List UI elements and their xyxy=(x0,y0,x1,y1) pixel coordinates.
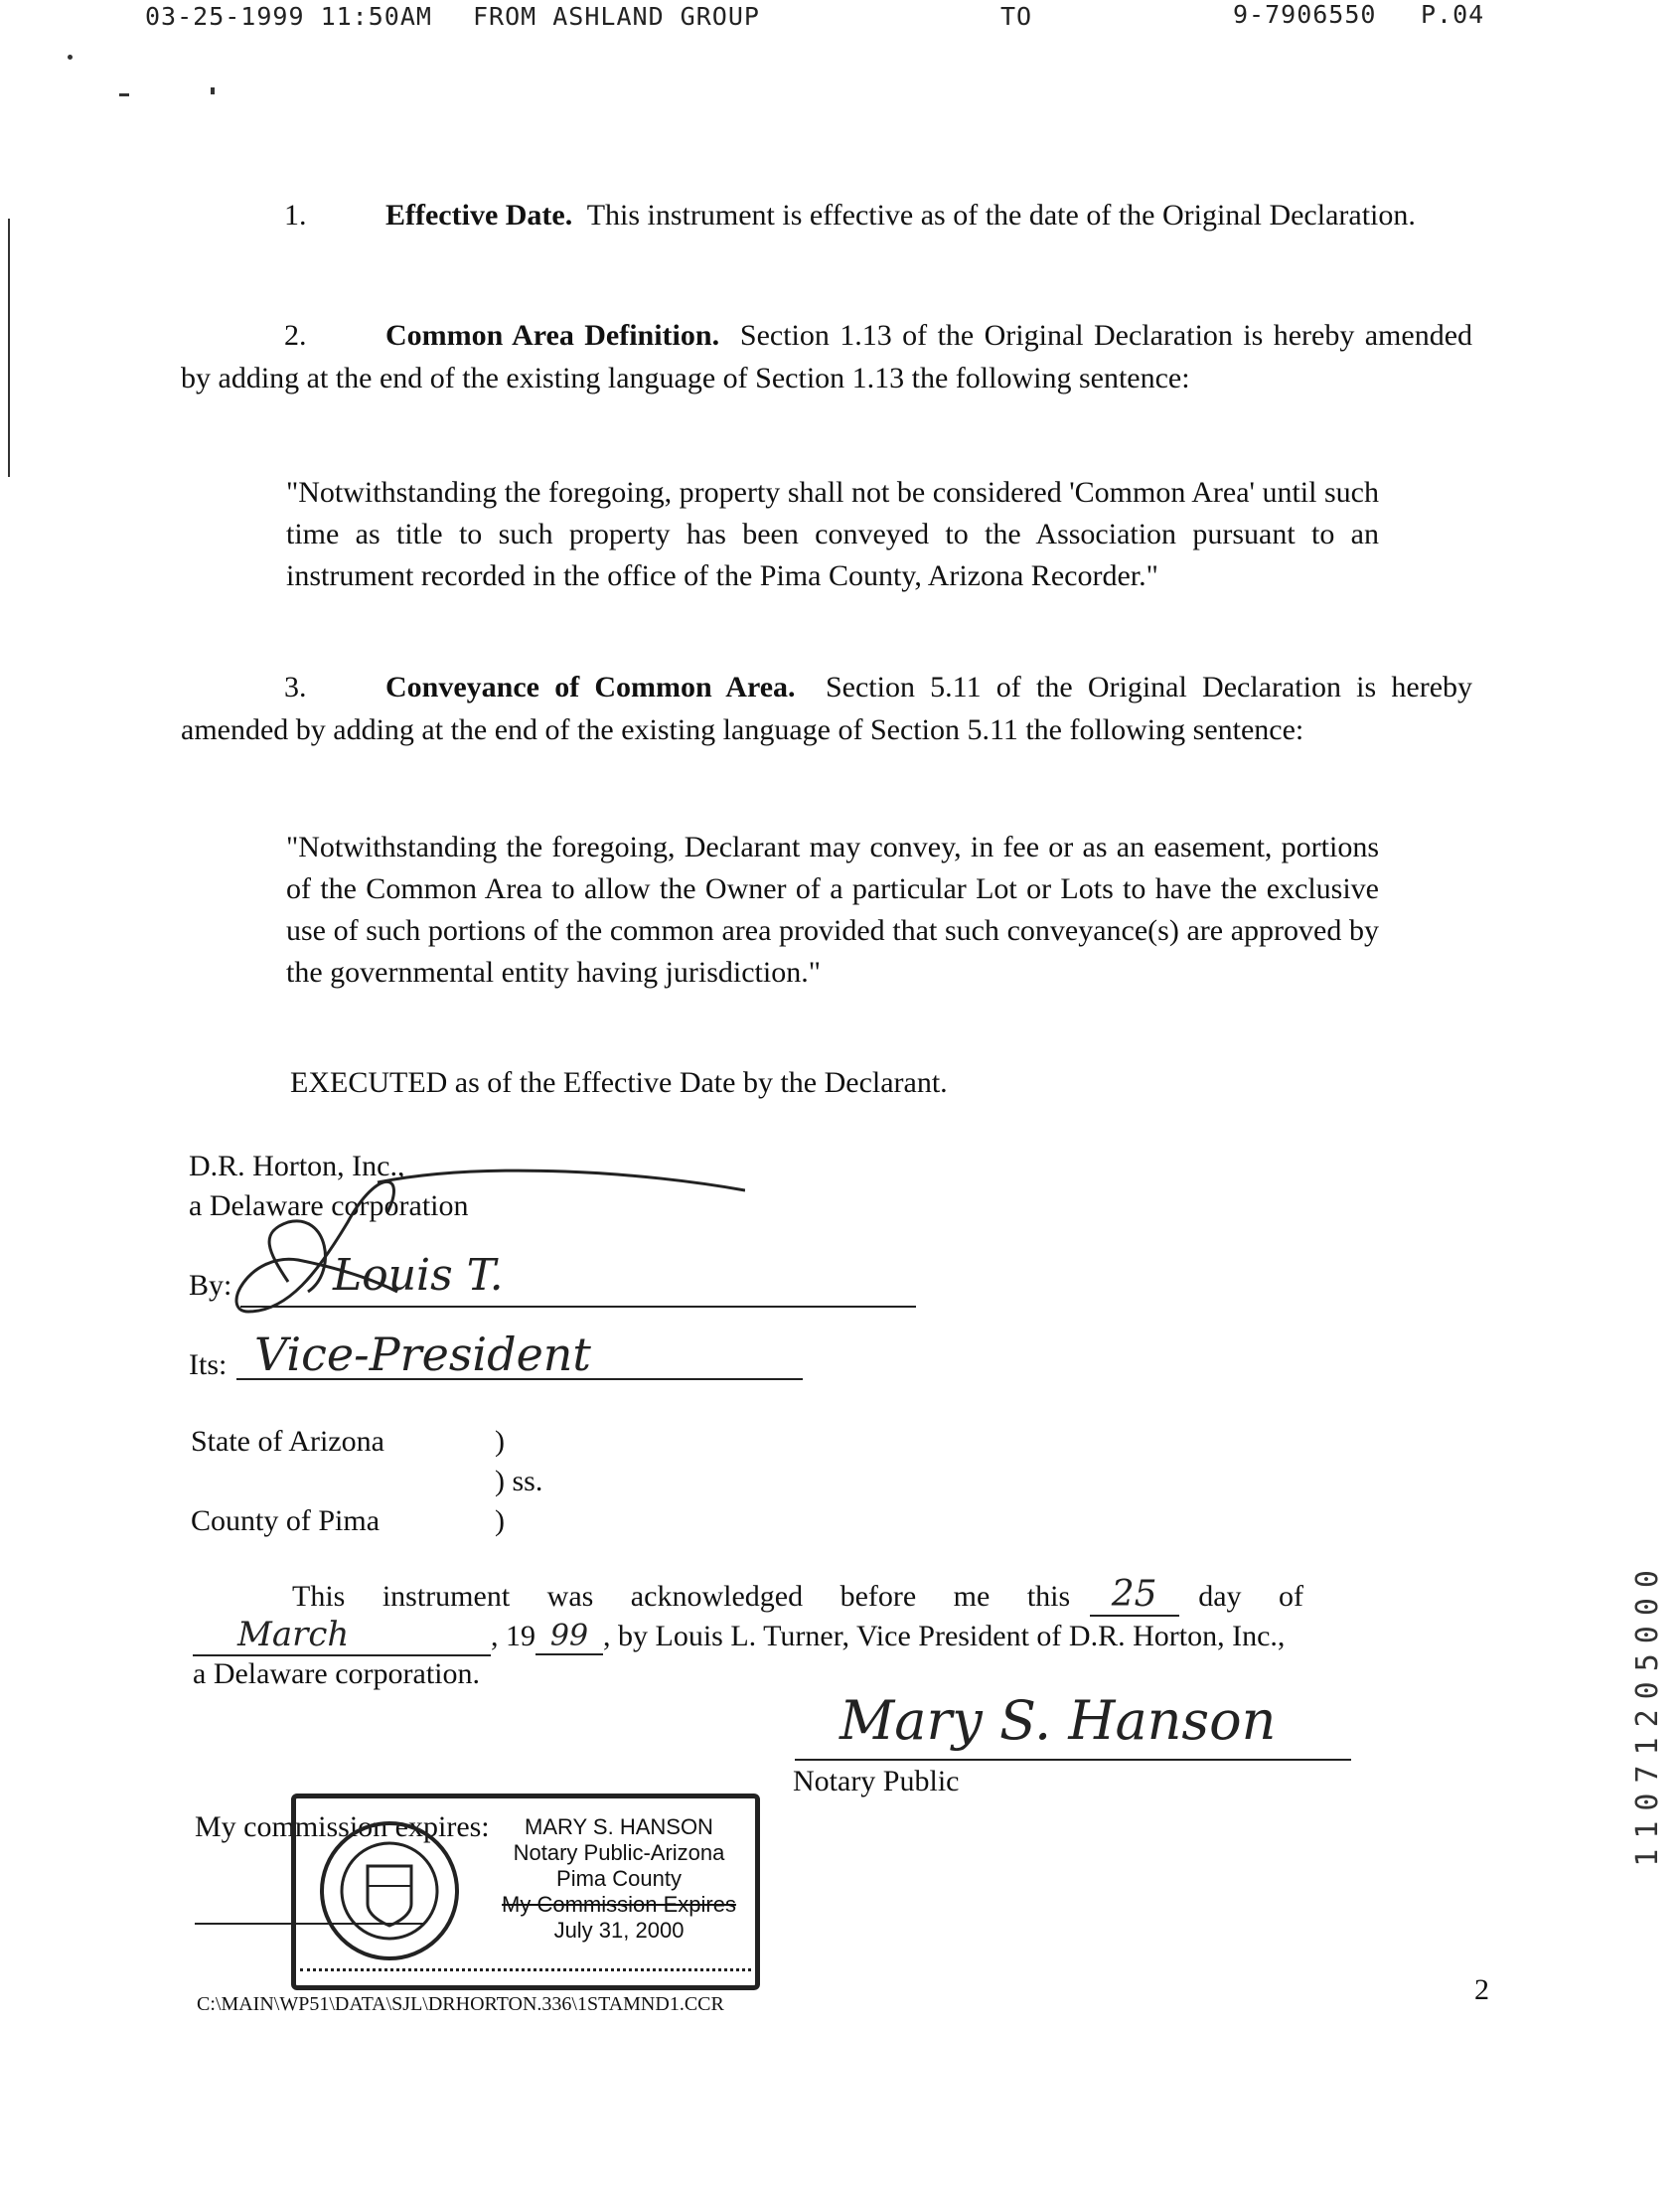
ack-text-3: , by Louis L. Turner, Vice President of D.R. Horton, Inc., xyxy=(603,1620,1286,1652)
section-3-quote: "Notwithstanding the foregoing, Declarant may convey, in fee or as an easement, portions of the Common Area to allow the Owner of a particular Lot or Lots to have the exclusive use of such portions of the common area provided that such conveyance(s) are approved by the governmental entity having jurisdiction." xyxy=(286,831,1379,989)
section-2-heading: Common Area Definition. xyxy=(385,319,720,352)
section-1 xyxy=(181,194,1472,236)
section-3 xyxy=(181,666,1472,751)
company-type: a Delaware corporation xyxy=(189,1189,469,1222)
by-signature: Louis T. xyxy=(333,1250,504,1301)
venue-paren-2: ) xyxy=(495,1504,505,1537)
scan-edge-mark xyxy=(8,219,10,477)
notary-signature-line xyxy=(795,1759,1351,1761)
stamp-text-block xyxy=(485,1814,753,1944)
notary-seal-icon xyxy=(310,1816,469,1965)
executed-line: EXECUTED as of the Effective Date by the Declarant. xyxy=(290,1066,948,1099)
ack-month: March xyxy=(193,1615,491,1656)
stamp-border-pattern xyxy=(300,1968,751,1981)
acknowledgment-line-1 xyxy=(292,1574,1492,1617)
company-name: D.R. Horton, Inc., xyxy=(189,1150,405,1182)
scan-speck xyxy=(68,55,73,60)
fax-number: 9-7906550 xyxy=(1233,0,1377,29)
venue-county: County of Pima xyxy=(191,1504,381,1537)
section-1-heading: Effective Date. xyxy=(385,199,573,232)
stamp-name: MARY S. HANSON xyxy=(525,1814,713,1839)
ack-year-prefix: , 19 xyxy=(491,1620,535,1652)
section-2-body: Section 1.13 of the Original Declaration is hereby amended by adding at the end of the existing language of Section 1.13 the following sentence: xyxy=(181,319,1473,394)
section-2-quote: "Notwithstanding the foregoing, property shall not be considered 'Common Area' until such time as title to such property has been conveyed to the Association pursuant to an instrument recorded in the office of the Pima County, Arizona Recorder." xyxy=(286,476,1379,592)
section-3-number: 3. xyxy=(284,671,307,703)
stamp-county: Pima County xyxy=(556,1866,682,1891)
section-3-body: Section 5.11 of the Original Declaration is hereby amended by adding at the end of the existing language of Section 5.11 the following sentence: xyxy=(181,671,1473,746)
ack-text-2: day of xyxy=(1198,1580,1303,1613)
venue-ss: ) ss. xyxy=(495,1465,543,1497)
section-3-heading: Conveyance of Common Area. xyxy=(385,671,796,703)
notary-stamp xyxy=(291,1794,760,1990)
section-2 xyxy=(181,314,1472,399)
file-path: C:\MAIN\WP51\DATA\SJL\DRHORTON.336\1STAMND1.CCR xyxy=(197,1993,724,2015)
notary-label: Notary Public xyxy=(793,1765,960,1797)
section-1-body: This instrument is effective as of the date of the Original Declaration. xyxy=(586,199,1416,232)
ack-text-1: This instrument was acknowledged before me this xyxy=(292,1580,1071,1613)
page-number: 2 xyxy=(1474,1973,1489,2006)
ack-text-4: a Delaware corporation. xyxy=(193,1657,481,1690)
its-value: Vice-President xyxy=(254,1327,591,1381)
fax-page: P.04 xyxy=(1421,0,1485,29)
notary-signature: Mary S. Hanson xyxy=(840,1689,1277,1752)
section-1-number: 1. xyxy=(284,199,307,232)
ack-day: 25 xyxy=(1090,1574,1179,1617)
ack-year-suffix: 99 xyxy=(535,1619,603,1655)
scan-speck xyxy=(119,93,129,96)
venue-state: State of Arizona xyxy=(191,1425,384,1458)
fax-from: FROM ASHLAND GROUP xyxy=(473,2,760,31)
stamp-expires-label: My Commission Expires xyxy=(502,1892,736,1917)
by-label: By: xyxy=(189,1269,232,1302)
side-code-text: 11071205000 xyxy=(1630,1560,1665,1867)
stamp-title: Notary Public-Arizona xyxy=(513,1840,725,1865)
section-2-number: 2. xyxy=(284,319,307,352)
fax-datetime: 03-25-1999 11:50AM xyxy=(145,2,432,31)
its-label: Its: xyxy=(189,1348,228,1381)
stamp-expires-date: July 31, 2000 xyxy=(553,1918,685,1943)
fax-to: TO xyxy=(1000,2,1033,31)
side-code xyxy=(1625,1560,1671,1867)
scan-speck xyxy=(211,87,215,94)
commission-label: My commission expires: xyxy=(195,1810,490,1843)
venue-paren-1: ) xyxy=(495,1425,505,1458)
acknowledgment-line-2 xyxy=(193,1615,1285,1656)
